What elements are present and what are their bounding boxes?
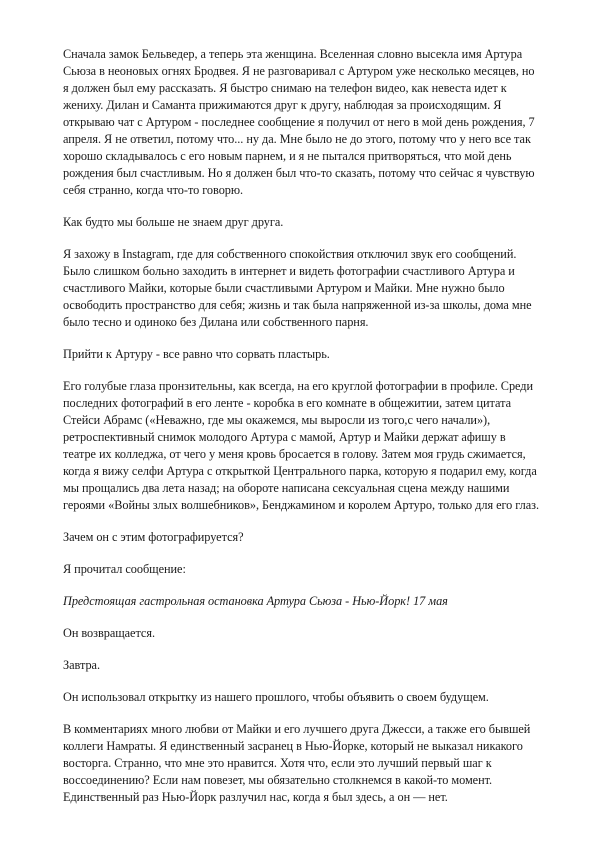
paragraph-9: Он возвращается. — [63, 626, 155, 640]
paragraph-11: Он использовал открытку из нашего прошлого, чтобы объявить о своем будущем. — [63, 690, 489, 704]
paragraph-5: Его голубые глаза пронзительны, как всегда, на его круглой фотографии в профиле. Среди последних фотографий в его ленте - коробка в его комнате в общежитии, затем цитата Стейси Абрамс («Неважно, где мы окажемся, мы выросли из того,с чего начали»), ретроспективный снимок молодого Артура с мамой, Артур и Майки держат афишу в театре их колледжа, от чего у меня кровь бросается в голову. Затем моя грудь сжимается, когда я вижу селфи Артура с открыткой Центрального парка, которую я подарил ему, когда мы прощались два лета назад; на обороте написана сексуальная сцена между нашими героями «Войны злых волшебников», Бенджамином и королем Артуро, только для его глаз. — [63, 379, 539, 512]
paragraph-2: Как будто мы больше не знаем друг друга. — [63, 215, 284, 229]
paragraph-10: Завтра. — [63, 658, 100, 672]
paragraph-8-italic-quote: Предстоящая гастрольная остановка Артура Сьюза - Нью-Йорк! 17 мая — [63, 594, 448, 608]
paragraph-3: Я захожу в Instagram, где для собственного спокойствия отключил звук его сообщений. Было слишком больно заходить в интернет и видеть фотографии счастливого Артура и счастливого Майки, которые были счастливыми Артуром и Майки. Мне нужно было освободить пространство для себя; жизнь и так была напряженной из-за школы, дома мне было тесно и одиноко без Дилана или собственного парня. — [63, 247, 532, 329]
paragraph-6: Зачем он с этим фотографируется? — [63, 530, 244, 544]
document-page — [63, 46, 539, 821]
paragraph-7: Я прочитал сообщение: — [63, 562, 186, 576]
paragraph-1: Сначала замок Бельведер, а теперь эта женщина. Вселенная словно высекла имя Артура Сьюза в неоновых огнях Бродвея. Я не разговаривал с Артуром уже несколько месяцев, но я должен был ему рассказать. Я быстро снимаю на телефон видео, как невеста идет к жениху. Дилан и Саманта прижимаются друг к другу, наблюдая за происходящим. Я открываю чат с Артуром - последнее сообщение я получил от него в мой день рождения, 7 апреля. Я не ответил, потому что... ну да. Мне было не до этого, потому что у него все так хорошо складывалось с его новым парнем, и я не пытался притворяться, что мой день рождения был счастливым. Но я должен был что-то сказать, потому что сейчас я чувствую себя странно, когда что-то говорю. — [63, 47, 535, 197]
paragraph-12: В комментариях много любви от Майки и его лучшего друга Джесси, а также его бывшей коллеги Намраты. Я единственный засранец в Нью-Йорке, который не выказал никакого восторга. Странно, что мне это нравится. Хотя что, если это лучший первый шаг к воссоединению? Если нам повезет, мы обязательно столкнемся в какой-то момент. Единственный раз Нью-Йорк разлучил нас, когда я был здесь, а он — нет. — [63, 722, 531, 804]
paragraph-4: Прийти к Артуру - все равно что сорвать пластырь. — [63, 347, 330, 361]
